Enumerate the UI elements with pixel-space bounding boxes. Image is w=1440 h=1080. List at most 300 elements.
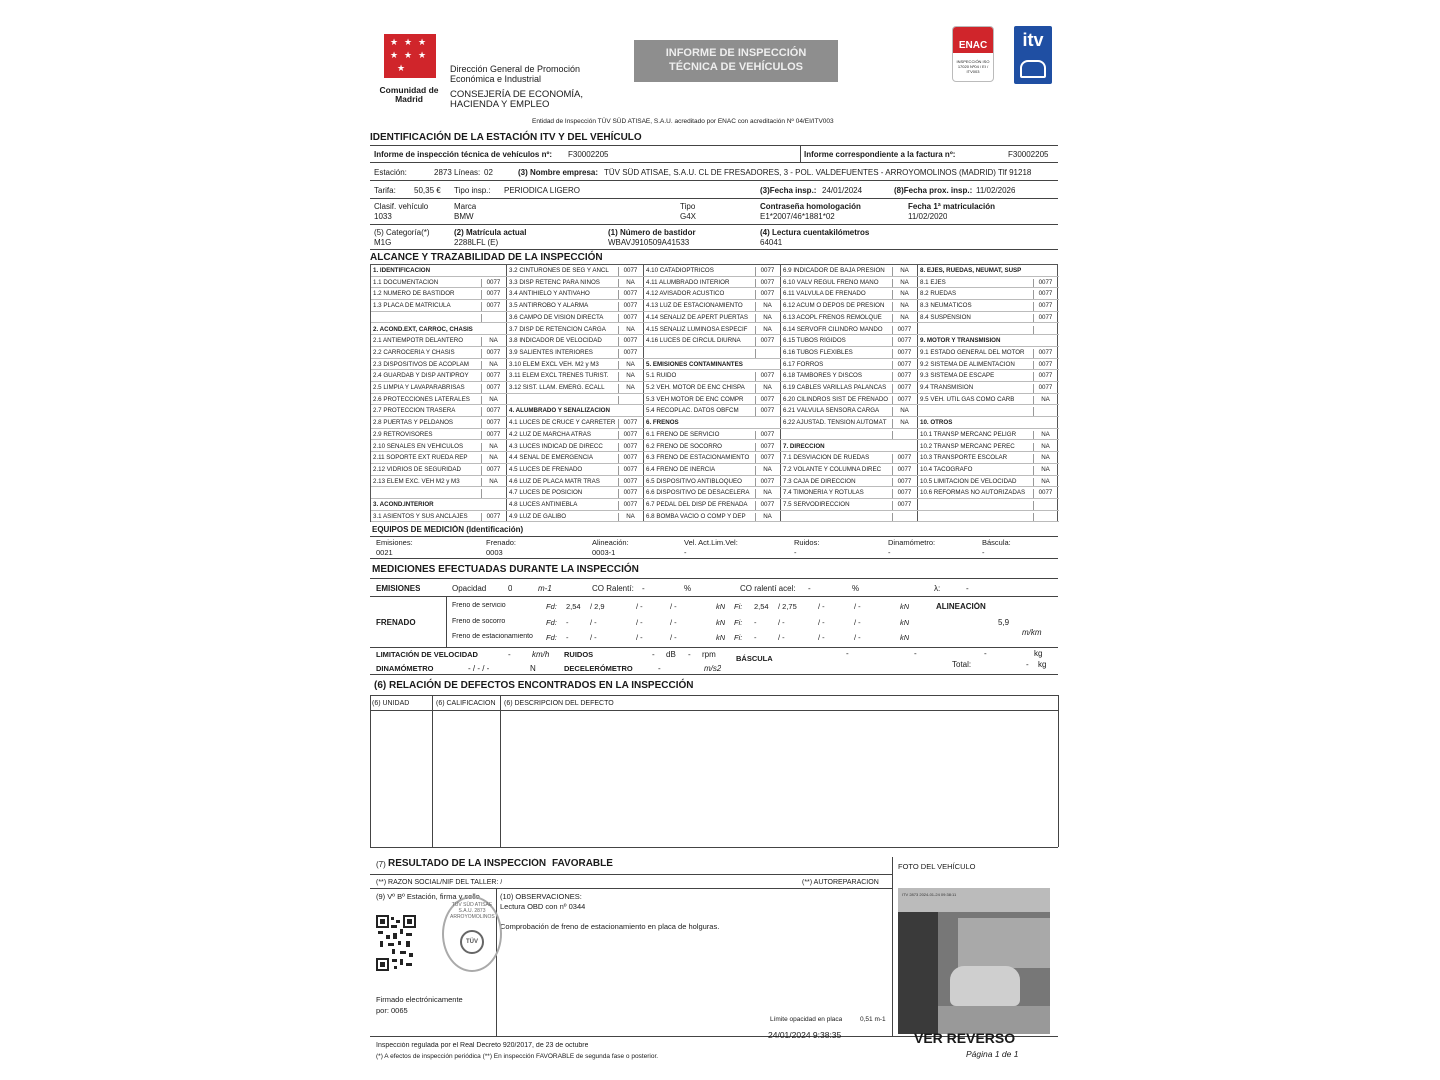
- tarifa-label: Tarifa:: [374, 186, 396, 195]
- factura-label: Informe correspondiente a la factura nº:: [804, 150, 956, 159]
- limitacion-value: -: [508, 650, 511, 659]
- alcance-row: [371, 382, 507, 394]
- alcance-item-label: 1. IDENTIFICACIÓN: [373, 267, 431, 274]
- fi-value: / -: [818, 618, 825, 627]
- alcance-item-code: 0077: [481, 349, 505, 359]
- fd-value: / -: [636, 633, 643, 642]
- fd-label: Fd:: [546, 602, 557, 611]
- alcance-item-code: 0077: [755, 431, 779, 441]
- alcance-item-code: 0077: [1033, 302, 1057, 312]
- alcance-item-code: NA: [755, 384, 779, 394]
- equipo-label: Dinamómetro:: [888, 538, 936, 547]
- alcance-row: [644, 324, 781, 336]
- alcance-item-label: 9.4 TRANSMISIÓN: [920, 384, 974, 391]
- alcance-item-code: 0077: [755, 454, 779, 464]
- alcance-item-label: 7.5 SERVODIRECCIÓN: [783, 501, 850, 508]
- cuentakm-label: (4) Lectura cuentakilómetros: [760, 228, 870, 237]
- alcance-item-code: 0077: [481, 513, 505, 523]
- informe-value: F30002205: [568, 150, 609, 159]
- alcance-item-label: 4.12 AVISADOR ACÚSTICO: [646, 290, 725, 298]
- car-icon: [1020, 60, 1046, 78]
- fecha-insp-value: 24/01/2024: [822, 186, 863, 195]
- alcance-item-code: NA: [481, 396, 505, 406]
- alcance-item-label: 4.5 LUCES DE FRENADO: [509, 465, 583, 473]
- bastidor-value: WBAVJ910509A41533: [608, 238, 690, 247]
- alcance-row: [507, 464, 644, 476]
- tuv-stamp: TÜV SÜD ATISAE S.A.U. 2873 ARROYOMOLINOS TÜV: [442, 896, 502, 972]
- alcance-item-label: 9.5 VEH. ÚTIL GAS COMO CARB: [920, 395, 1015, 403]
- fi-value: -: [754, 618, 757, 627]
- alcance-item-code: NA: [1033, 396, 1057, 406]
- alcance-item-label: 6. FRENOS: [646, 419, 679, 427]
- equipo-value: -: [982, 548, 985, 557]
- opacidad-label: Opacidad: [452, 584, 487, 593]
- alcance-item-label: 7. DIRECCIÓN: [783, 442, 825, 450]
- alcance-row: [918, 277, 1059, 289]
- equipo-label: Emisiones:: [376, 538, 413, 547]
- alcance-item-code: 0077: [1033, 314, 1057, 324]
- fi-value: 2,54: [754, 602, 769, 611]
- alcance-item-label: 3.11 ELEM EXCL TRENES TURIST.: [509, 372, 609, 380]
- alcance-item-label: 6.17 FORROS: [783, 360, 824, 368]
- alcance-item-label: 1.1 DOCUMENTACIÓN: [373, 278, 439, 286]
- alcance-item-label: 6.15 TUBOS RÍGIDOS: [783, 337, 846, 345]
- direccion-general: Dirección General de Promoción Económica e Industrial: [450, 64, 581, 84]
- alcance-row: [644, 429, 781, 441]
- equipo-label: Ruidos:: [794, 538, 820, 547]
- alcance-item-label: 4.3 LUCES INDICAD DE DIRECC: [509, 442, 603, 450]
- fecha-prox-value: 11/02/2026: [976, 186, 1016, 195]
- alcance-row: [371, 405, 507, 417]
- alcance-row: [644, 288, 781, 300]
- alcance-row: [644, 487, 781, 499]
- alcance-row: [781, 288, 918, 300]
- alcance-row: [644, 347, 781, 359]
- ruidos-rpm-unit: rpm: [702, 650, 716, 659]
- fi-label: Fi:: [734, 618, 743, 627]
- report-title: INFORME DE INSPECCIÓN TÉCNICA DE VEHÍCULOS: [634, 40, 838, 82]
- footer-nota: (*) A efectos de inspección periódica (**) En inspección FAVORABLE de segunda fase o posterior.: [376, 1053, 659, 1060]
- alcance-row: [371, 370, 507, 382]
- alcance-row: [781, 394, 918, 406]
- alcance-item-code: 0077: [618, 454, 642, 464]
- equipo-value: -: [888, 548, 891, 557]
- dinamometro-label: DINAMÓMETRO: [376, 664, 434, 673]
- contrasena-value: E1*2007/46*1881*02: [760, 212, 835, 221]
- alcance-item-code: 0077: [618, 290, 642, 300]
- dinamometro-value: - / - / -: [468, 664, 490, 673]
- alcance-row: [644, 464, 781, 476]
- alcance-item-label: 7.1 DESVIACIÓN DE RUEDAS: [783, 454, 870, 462]
- alcance-row: [507, 452, 644, 464]
- alcance-item-label: 2.5 LIMPIA Y LAVAPARABRISAS: [373, 384, 465, 391]
- freno-estac-label: Freno de estacionamiento: [452, 633, 533, 640]
- alcance-item-code: 0077: [618, 501, 642, 511]
- alcance-item-label: 8. EJES, RUEDAS, NEUMAT, SUSP: [920, 267, 1022, 274]
- footer-regulada: Inspección regulada por el Real Decreto 920/2017, de 23 de octubre: [376, 1042, 589, 1049]
- col-calificacion: (6) CALIFICACIÓN: [436, 700, 496, 707]
- alcance-row: [507, 359, 644, 371]
- tarifa-value: 50,35 €: [414, 186, 441, 195]
- alcance-item-label: 4.13 LUZ DE ESTACIONAMIENTO: [646, 302, 743, 310]
- alcance-item-code: NA: [618, 513, 642, 523]
- alcance-item-label: 7.3 CAJA DE DIRECCIÓN: [783, 477, 856, 485]
- alcance-item-code: 0077: [892, 501, 916, 511]
- alcance-item-code: 0077: [481, 302, 505, 312]
- alcance-item-label: 10. OTROS: [920, 419, 953, 427]
- alcance-item-label: 2. ACOND.EXT, CARROC, CHASIS: [373, 325, 473, 333]
- fi-value: / -: [854, 633, 861, 642]
- alcance-item-label: 7.4 TIMONERÍA Y RÓTULAS: [783, 489, 864, 497]
- alcance-item-code: 0077: [755, 501, 779, 511]
- alcance-item-code: 0077: [892, 489, 916, 499]
- alcance-item-label: 5.2 VEH. MOTOR DE ENC CHISPA: [646, 384, 745, 391]
- alcance-row: [781, 499, 918, 511]
- fi-unit: kN: [900, 618, 910, 627]
- alcance-row: [507, 394, 644, 406]
- co-ralenti-unit: %: [684, 584, 692, 593]
- alcance-row: [507, 370, 644, 382]
- alcance-row: [507, 476, 644, 488]
- alcance-row: [644, 499, 781, 511]
- alcance-item-code: 0077: [481, 279, 505, 289]
- alcance-item-label: 6.3 FRENO DE ESTACIONAMIENTO: [646, 454, 750, 462]
- alcance-row: [507, 417, 644, 429]
- alcance-item-label: 3.10 ELEM EXCL VEH. M2 y M3: [509, 360, 599, 368]
- decelerometro-value: -: [658, 664, 661, 673]
- alcance-row: [918, 441, 1059, 453]
- alcance-item-code: 0077: [755, 267, 779, 277]
- matricula-value: 2288LFL (E): [454, 238, 499, 247]
- alcance-item-code: [481, 314, 505, 324]
- alcance-item-label: 5.1 RUIDO: [646, 372, 677, 380]
- categoria-value: M1G: [374, 238, 392, 247]
- alcance-row: [918, 382, 1059, 394]
- alcance-item-code: 0077: [755, 396, 779, 406]
- alcance-row: [644, 417, 781, 429]
- alcance-item-code: NA: [1033, 431, 1057, 441]
- alcance-row: [918, 288, 1059, 300]
- equipo-label: Báscula:: [982, 538, 1011, 547]
- alcance-item-code: 0077: [755, 290, 779, 300]
- alcance-row: [371, 511, 507, 523]
- marca-label: Marca: [454, 202, 477, 211]
- alcance-item-label: 6.20 CILINDROS SIST DE FRENADO: [783, 395, 889, 403]
- equipos-heading: EQUIPOS DE MEDICIÓN (Identificación): [372, 525, 524, 534]
- alcance-item-code: NA: [1033, 466, 1057, 476]
- alcance-item-label: 3.1 ASIENTOS Y SUS ANCLAJES: [373, 512, 468, 520]
- alcance-item-code: 0077: [1033, 361, 1057, 371]
- alcance-item-label: 6.21 VÁLVULA SENSORA CARGA: [783, 407, 880, 415]
- total-value: -: [1026, 660, 1029, 669]
- alcance-item-label: 8.1 EJES: [920, 278, 946, 286]
- alcance-item-label: 3.2 CINTURONES DE SEG Y ANCL: [509, 267, 609, 274]
- equipo-value: -: [794, 548, 797, 557]
- ver-reverso: VER REVERSO: [914, 1030, 1016, 1046]
- limitacion-unit: km/h: [532, 650, 550, 659]
- alcance-item-code: 0077: [1033, 279, 1057, 289]
- lambda-value: -: [966, 584, 969, 593]
- alcance-grid: [370, 264, 1058, 522]
- alcance-row: [918, 487, 1059, 499]
- alcance-row: [371, 487, 507, 499]
- equipo-label: Alineación:: [592, 538, 629, 547]
- fi-value: -: [754, 633, 757, 642]
- alcance-row: [918, 464, 1059, 476]
- alcance-item-code: 0077: [892, 337, 916, 347]
- alcance-item-code: 0077: [755, 337, 779, 347]
- freno-servicio-label: Freno de servicio: [452, 602, 506, 609]
- total-unit: kg: [1038, 660, 1047, 669]
- alcance-item-code: NA: [618, 326, 642, 336]
- alcance-item-label: 2.3 DISPOSITIVOS DE ACOPLAM: [373, 360, 469, 368]
- alcance-item-label: 9.3 SISTEMA DE ESCAPE: [920, 372, 995, 380]
- fd-value: 2,54: [566, 602, 581, 611]
- alcance-item-label: 4.16 LUCES DE CIRCUL DIURNA: [646, 337, 741, 345]
- alcance-item-code: NA: [755, 466, 779, 476]
- alcance-item-code: NA: [755, 326, 779, 336]
- alcance-row: [371, 288, 507, 300]
- fd-label: Fd:: [546, 633, 557, 642]
- fd-value: / -: [670, 633, 677, 642]
- alcance-item-code: 0077: [892, 466, 916, 476]
- fi-label: Fi:: [734, 633, 743, 642]
- alcance-row: [371, 417, 507, 429]
- bastidor-label: (1) Número de bastidor: [608, 228, 696, 237]
- alcance-row: [918, 265, 1059, 277]
- alcance-row: [644, 394, 781, 406]
- alcance-row: [371, 429, 507, 441]
- resultado-value: FAVORABLE: [552, 858, 613, 869]
- alcance-item-code: 0077: [892, 396, 916, 406]
- alcance-item-label: 3.6 CAMPO DE VISIÓN DIRECTA: [509, 313, 604, 321]
- bascula-unit: kg: [1034, 649, 1043, 658]
- alcance-item-code: 0077: [481, 466, 505, 476]
- alcance-item-code: 0077: [618, 478, 642, 488]
- footer-datetime: 24/01/2024 9:38:35: [768, 1030, 842, 1040]
- alcance-item-code: 0077: [481, 431, 505, 441]
- fd-value: / -: [590, 618, 597, 627]
- alcance-item-label: 5.3 VEH MOTOR DE ENC COMPR: [646, 395, 744, 403]
- fi-value: / -: [778, 618, 785, 627]
- co-ralenti-label: CO Ralentí:: [592, 584, 634, 593]
- alcance-row: [644, 452, 781, 464]
- co-acel-label: CO ralentí acel:: [740, 584, 796, 593]
- alcance-row: [371, 452, 507, 464]
- alcance-row: [371, 499, 507, 511]
- fi-value: / 2,75: [778, 602, 797, 611]
- alcance-row: [507, 335, 644, 347]
- bascula-label: BÁSCULA: [736, 654, 773, 663]
- alcance-item-label: 4.15 SEÑALIZ LUMINOSA ESPECIF: [646, 325, 748, 333]
- alcance-row: [781, 476, 918, 488]
- alcance-item-code: 0077: [892, 372, 916, 382]
- alineacion-label: ALINEACIÓN: [936, 602, 986, 611]
- alcance-item-code: [1033, 513, 1057, 523]
- estacion-value: 2873: [434, 168, 452, 177]
- alcance-item-code: 0077: [618, 267, 642, 277]
- fi-label: Fi:: [734, 602, 743, 611]
- alcance-row: [507, 405, 644, 417]
- alcance-item-label: 6.12 ACUM O DEPÓS DE PRESIÓN: [783, 302, 885, 310]
- alcance-row: [507, 324, 644, 336]
- alcance-item-label: 8.4 SUSPENSIÓN: [920, 313, 971, 321]
- alcance-item-label: 6.2 FRENO DE SOCORRO: [646, 442, 722, 450]
- alcance-item-label: 4.14 SEÑALIZ DE APERT PUERTAS: [646, 313, 749, 321]
- empresa-label: (3) Nombre empresa:: [518, 168, 599, 177]
- mediciones-heading: MEDICIONES EFECTUADAS DURANTE LA INSPECCIÓN: [372, 564, 639, 575]
- fi-value: / -: [818, 602, 825, 611]
- alcance-row: [918, 405, 1059, 417]
- alcance-item-code: 0077: [618, 443, 642, 453]
- alcance-row: [781, 382, 918, 394]
- entidad-inspeccion: Entidad de Inspección TÜV SÜD ATISAE, S.A.U. acreditado por ENAC con acreditación Nº 04/EI/ITV003: [532, 118, 834, 125]
- decelerometro-label: DECELERÓMETRO: [564, 664, 633, 673]
- alcance-row: [644, 405, 781, 417]
- alcance-row: [644, 265, 781, 277]
- alcance-item-code: NA: [755, 314, 779, 324]
- ruidos-rpm-value: -: [688, 650, 691, 659]
- alcance-item-code: 0077: [755, 372, 779, 382]
- vb-label: (9) Vº Bº Estación, firma y sello: [376, 892, 480, 901]
- alcance-item-label: 1.3 PLACA DE MATRÍCULA: [373, 302, 451, 310]
- fd-value: / -: [670, 618, 677, 627]
- alcance-row: [644, 359, 781, 371]
- alcance-row: [644, 511, 781, 523]
- alcance-row: [781, 312, 918, 324]
- alcance-item-label: 4.7 LUCES DE POSICIÓN: [509, 489, 583, 497]
- alcance-item-label: 4.8 LUCES ANTINIEBLA: [509, 501, 578, 508]
- decelerometro-unit: m/s2: [704, 664, 722, 673]
- alcance-item-label: 10.6 REFORMAS NO AUTORIZADAS: [920, 489, 1026, 497]
- alcance-item-label: 4.4 SEÑAL DE EMERGENCIA: [509, 454, 594, 462]
- alcance-row: [507, 312, 644, 324]
- equipo-label: Vel. Act.Lim.Vel:: [684, 538, 738, 547]
- alcance-item-code: 0077: [618, 337, 642, 347]
- limite-opacidad-label: Límite opacidad en placa: [770, 1016, 843, 1023]
- alcance-row: [371, 277, 507, 289]
- fd-value: / -: [636, 602, 643, 611]
- alcance-row: [781, 452, 918, 464]
- alcance-item-label: 2.11 SOPORTE EXT RUEDA REP: [373, 454, 468, 462]
- alcance-item-code: 0077: [618, 302, 642, 312]
- alcance-item-label: 2.4 GUARDAB Y DISP ANTIPROY: [373, 372, 469, 380]
- fd-value: -: [566, 633, 569, 642]
- alcance-row: [918, 429, 1059, 441]
- alcance-item-label: 6.5 DISPOSITIVO ANTIBLOQUEO: [646, 477, 742, 485]
- frenado-label: FRENADO: [376, 618, 416, 627]
- fecha-matric-value: 11/02/2020: [908, 212, 948, 221]
- alcance-item-label: 5. EMISIONES CONTAMINANTES: [646, 360, 743, 368]
- alcance-item-code: NA: [892, 290, 916, 300]
- alcance-row: [507, 382, 644, 394]
- observaciones-label: (10) OBSERVACIONES:: [500, 892, 582, 901]
- alcance-item-label: 8.2 RUEDAS: [920, 290, 957, 298]
- lineas-label: Líneas:: [454, 168, 481, 177]
- alcance-item-label: 10.3 TRANSPORTE ESCOLAR: [920, 454, 1008, 462]
- alcance-item-label: 3.5 ANTIRROBO Y ALARMA: [509, 302, 589, 310]
- alcance-item-code: 0077: [618, 431, 642, 441]
- alcance-item-label: 3.4 ANTIHIELO Y ANTIVAHO: [509, 290, 590, 298]
- alcance-item-label: 5.4 RECOPLAC. DATOS OBFCM: [646, 407, 739, 415]
- fi-unit: kN: [900, 633, 910, 642]
- lineas-value: 02: [484, 168, 493, 177]
- alcance-item-label: 6.19 CABLES VARILLAS PALANCAS: [783, 384, 887, 391]
- alcance-item-code: 0077: [755, 478, 779, 488]
- bascula-value-1: -: [846, 649, 849, 658]
- alcance-column: [644, 265, 781, 521]
- itv-logo: itv: [1014, 26, 1052, 84]
- ruidos-db-value: -: [652, 650, 655, 659]
- alcance-item-label: 4. ALUMBRADO Y SEÑALIZACIÓN: [509, 407, 610, 415]
- alcance-item-code: [1033, 501, 1057, 511]
- alcance-item-code: [1033, 326, 1057, 336]
- limite-opacidad-value: 0,51 m-1: [860, 1016, 886, 1023]
- co-acel-unit: %: [852, 584, 860, 593]
- alcance-row: [507, 441, 644, 453]
- alcance-item-label: 6.6 DISPOSITIVO DE DESACELERA: [646, 489, 750, 497]
- marca-value: BMW: [454, 212, 474, 221]
- alcance-row: [644, 312, 781, 324]
- alcance-item-label: 4.6 LUZ DE PLACA MATR TRAS: [509, 477, 600, 485]
- alcance-row: [644, 382, 781, 394]
- emisiones-label: EMISIONES: [376, 584, 421, 593]
- alcance-row: [781, 429, 918, 441]
- fd-value: / -: [670, 602, 677, 611]
- alcance-row: [644, 300, 781, 312]
- autoreparacion: (**) AUTOREPARACIÓN: [802, 879, 879, 886]
- alcance-item-label: 4.11 ALUMBRADO INTERIOR: [646, 278, 730, 286]
- alcance-item-code: [755, 349, 779, 359]
- alcance-item-code: 0077: [481, 419, 505, 429]
- alcance-item-label: 3.7 DISP DE RETENCIÓN CARGA: [509, 325, 606, 333]
- alcance-item-label: 2.10 SEÑALES EN VEHÍCULOS: [373, 442, 464, 450]
- alcance-item-label: 2.8 PUERTAS Y PELDAÑOS: [373, 419, 454, 427]
- alcance-item-label: 6.18 TAMBORES Y DISCOS: [783, 372, 862, 380]
- alcance-row: [918, 511, 1059, 523]
- alcance-row: [371, 312, 507, 324]
- alcance-row: [781, 359, 918, 371]
- alcance-row: [644, 476, 781, 488]
- alcance-item-code: 0077: [755, 279, 779, 289]
- observaciones-line2: Comprobación de freno de estacionamiento en placa de holguras.: [500, 922, 720, 931]
- alcance-row: [507, 499, 644, 511]
- alcance-item-label: 9. MOTOR Y TRANSMISIÓN: [920, 337, 1001, 345]
- alcance-row: [371, 347, 507, 359]
- resultado-prefix: (7): [376, 860, 386, 869]
- alcance-item-code: 0077: [892, 349, 916, 359]
- resultado-heading: RESULTADO DE LA INSPECCIÓN: [388, 858, 547, 869]
- alcance-row: [918, 452, 1059, 464]
- alcance-item-code: NA: [755, 302, 779, 312]
- alcance-item-code: NA: [755, 513, 779, 523]
- alcance-row: [507, 265, 644, 277]
- fd-label: Fd:: [546, 618, 557, 627]
- alcance-item-code: 0077: [1033, 372, 1057, 382]
- equipo-value: 0003: [486, 548, 503, 557]
- alcance-row: [371, 335, 507, 347]
- fd-value: -: [566, 618, 569, 627]
- alcance-item-code: NA: [1033, 454, 1057, 464]
- alcance-item-label: 3.12 SIST. LLAM. EMERG. ECALL: [509, 384, 605, 391]
- page-number: Página 1 de 1: [966, 1049, 1019, 1059]
- equipo-value: 0003-1: [592, 548, 616, 557]
- alcance-item-code: [1033, 407, 1057, 417]
- alcance-item-code: 0077: [618, 314, 642, 324]
- alcance-item-code: NA: [755, 489, 779, 499]
- alcance-item-label: 3.9 SALIENTES INTERIORES: [509, 348, 593, 356]
- contrasena-label: Contraseña homologación: [760, 202, 861, 211]
